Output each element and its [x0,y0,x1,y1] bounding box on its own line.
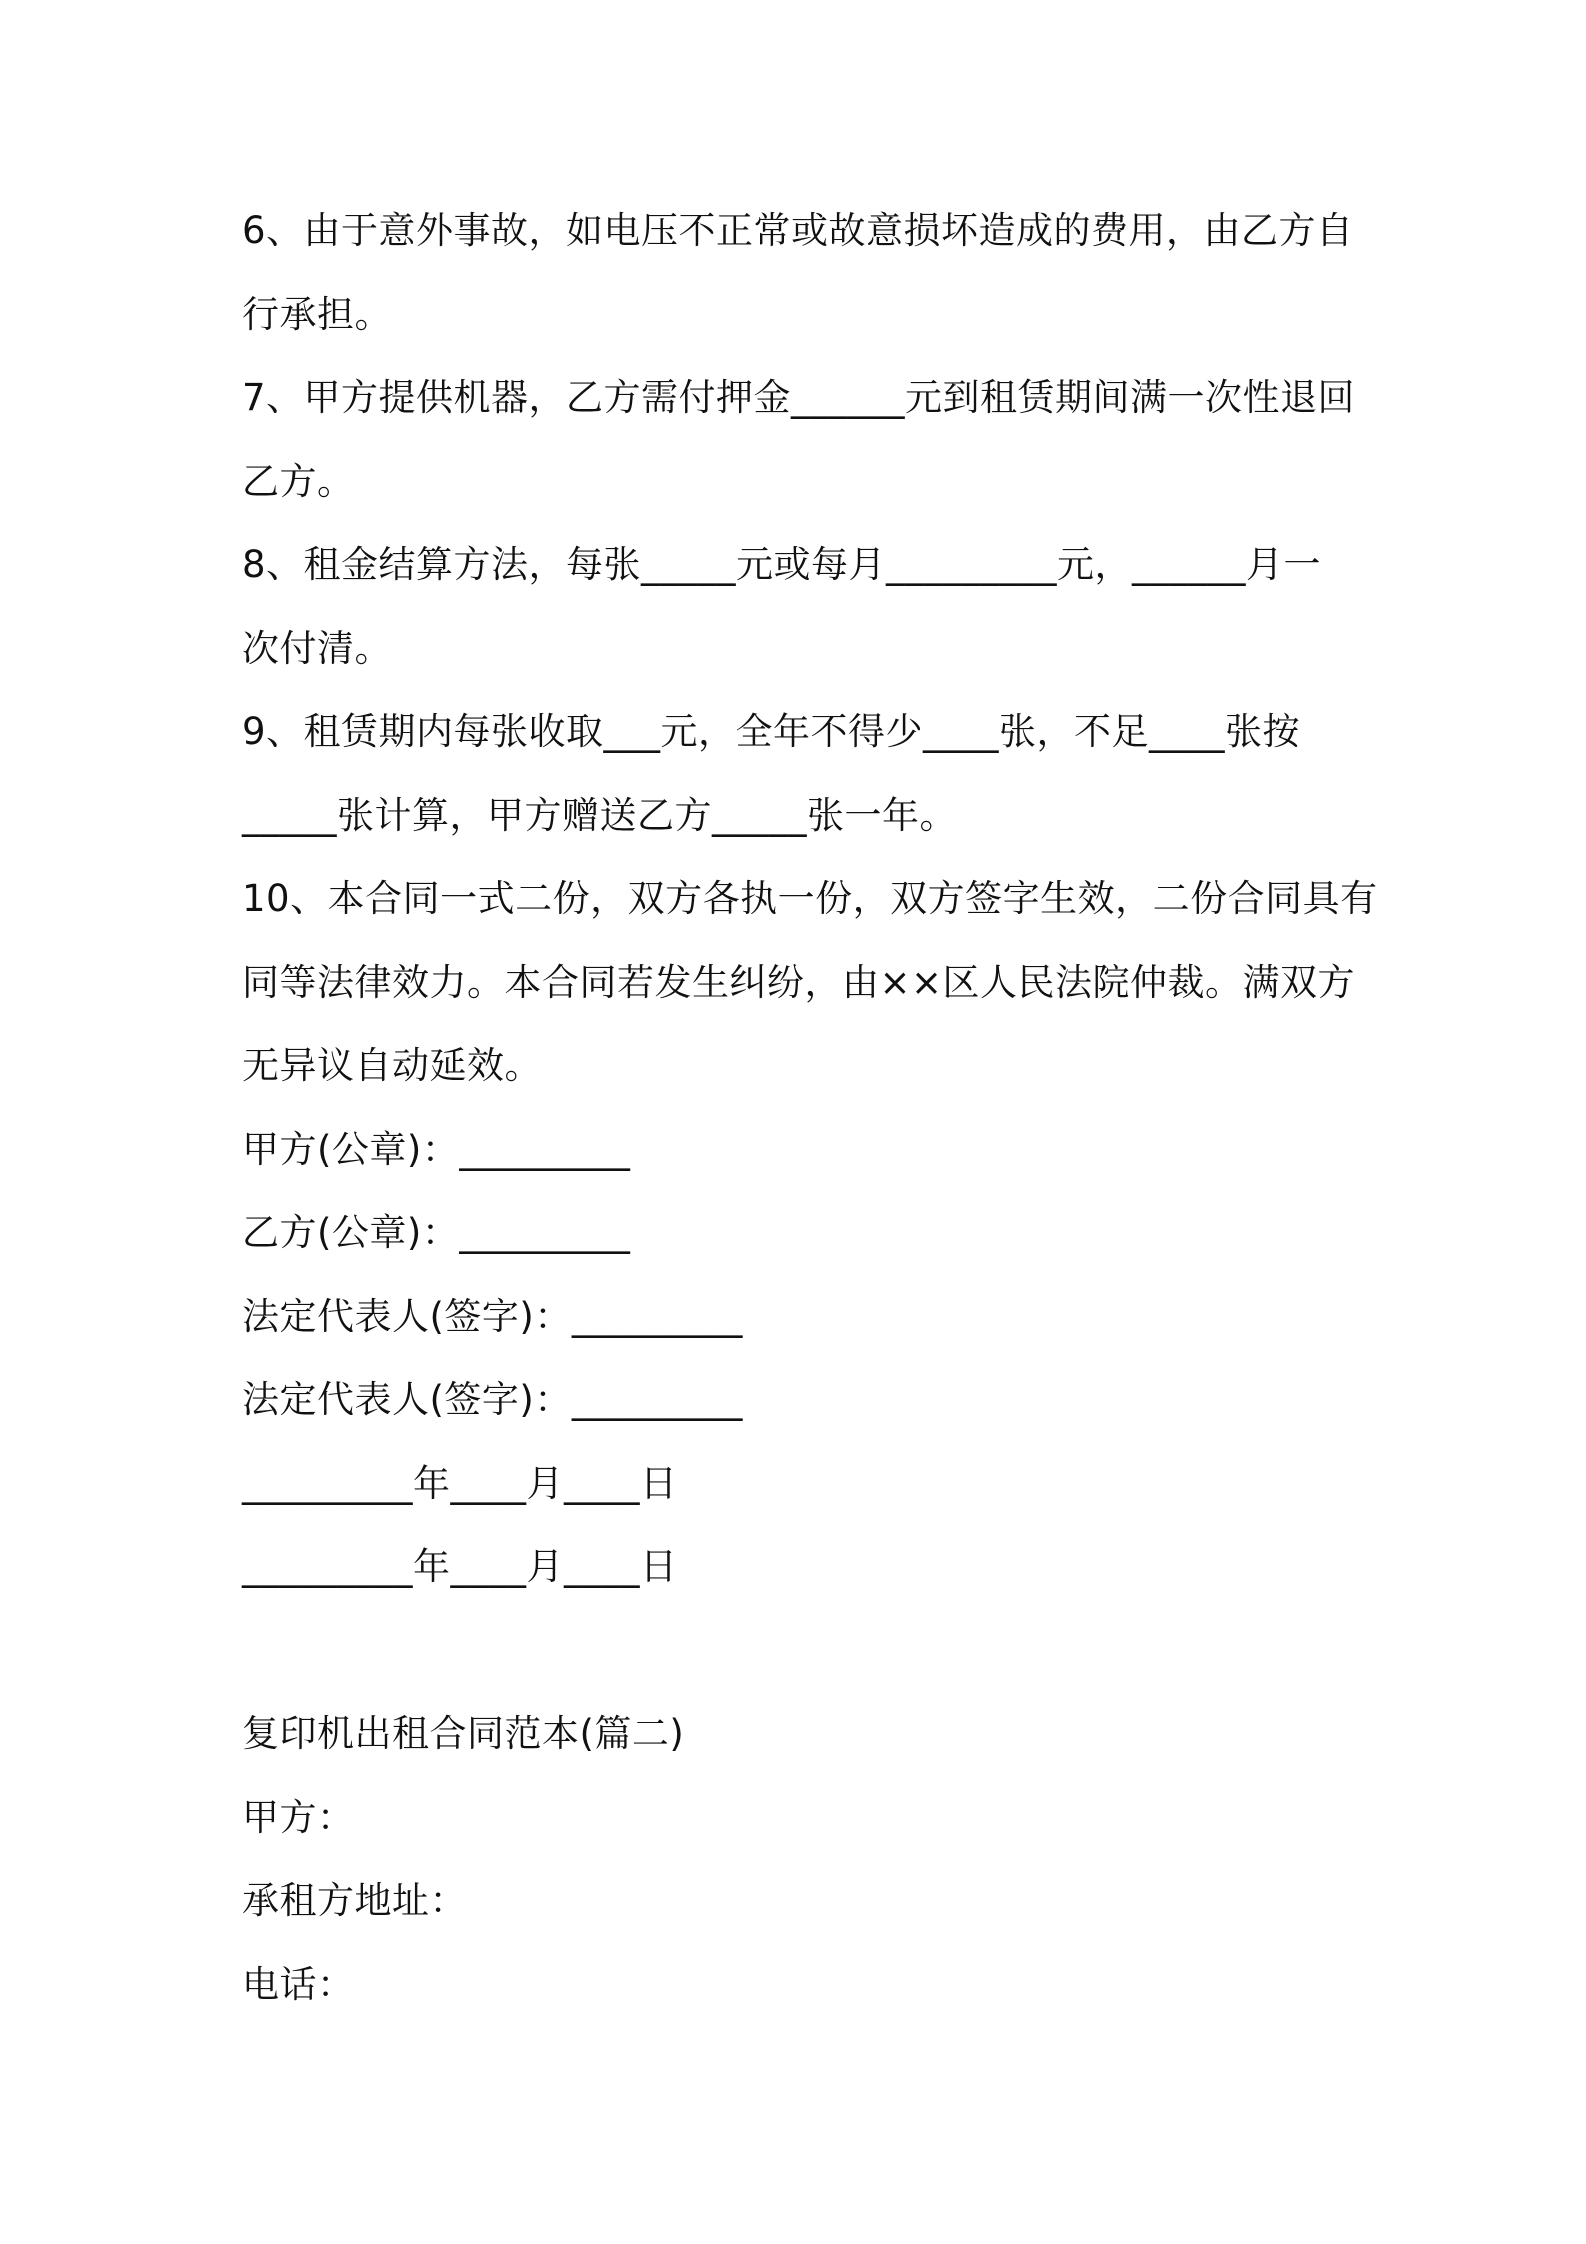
clause-9-line-1: 9、租赁期内每张收取___元，全年不得少____张，不足____张按 [242,710,1301,753]
clause-7-line-1: 7、甲方提供机器，乙方需付押金______元到租赁期间满一次性退回 [242,376,1356,419]
clause-10-line-2: 同等法律效力。本合同若发生纠纷，由××区人民法院仲裁。满双方 [242,961,1356,1004]
clause-7-line-2: 乙方。 [242,460,355,503]
clause-6-line-2: 行承担。 [242,293,392,336]
clause-8-line-2: 次付清。 [242,627,392,670]
legal-rep-signature-line-2: 法定代表人(签字)：_________ [242,1378,743,1421]
party-a-seal-line: 甲方(公章)：_________ [242,1128,631,1171]
clause-10-line-3: 无异议自动延效。 [242,1044,542,1087]
section-2-party-a: 甲方： [242,1796,355,1839]
section-2-lessee-address: 承租方地址： [242,1879,467,1922]
date-line-1: _________年____月____日 [242,1462,678,1505]
section-2-phone: 电话： [242,1963,355,2006]
party-b-seal-line: 乙方(公章)：_________ [242,1211,631,1254]
clause-10-line-1: 10、本合同一式二份，双方各执一份，双方签字生效，二份合同具有 [242,877,1378,920]
clause-6-line-1: 6、由于意外事故，如电压不正常或故意损坏造成的费用，由乙方自 [242,209,1354,252]
section-2-title: 复印机出租合同范本(篇二) [242,1712,685,1755]
clause-8-line-1: 8、租金结算方法，每张_____元或每月_________元，______月一 [242,543,1322,586]
clause-9-line-2: _____张计算，甲方赠送乙方_____张一年。 [242,794,957,837]
date-line-2: _________年____月____日 [242,1545,678,1588]
legal-rep-signature-line-1: 法定代表人(签字)：_________ [242,1295,743,1338]
